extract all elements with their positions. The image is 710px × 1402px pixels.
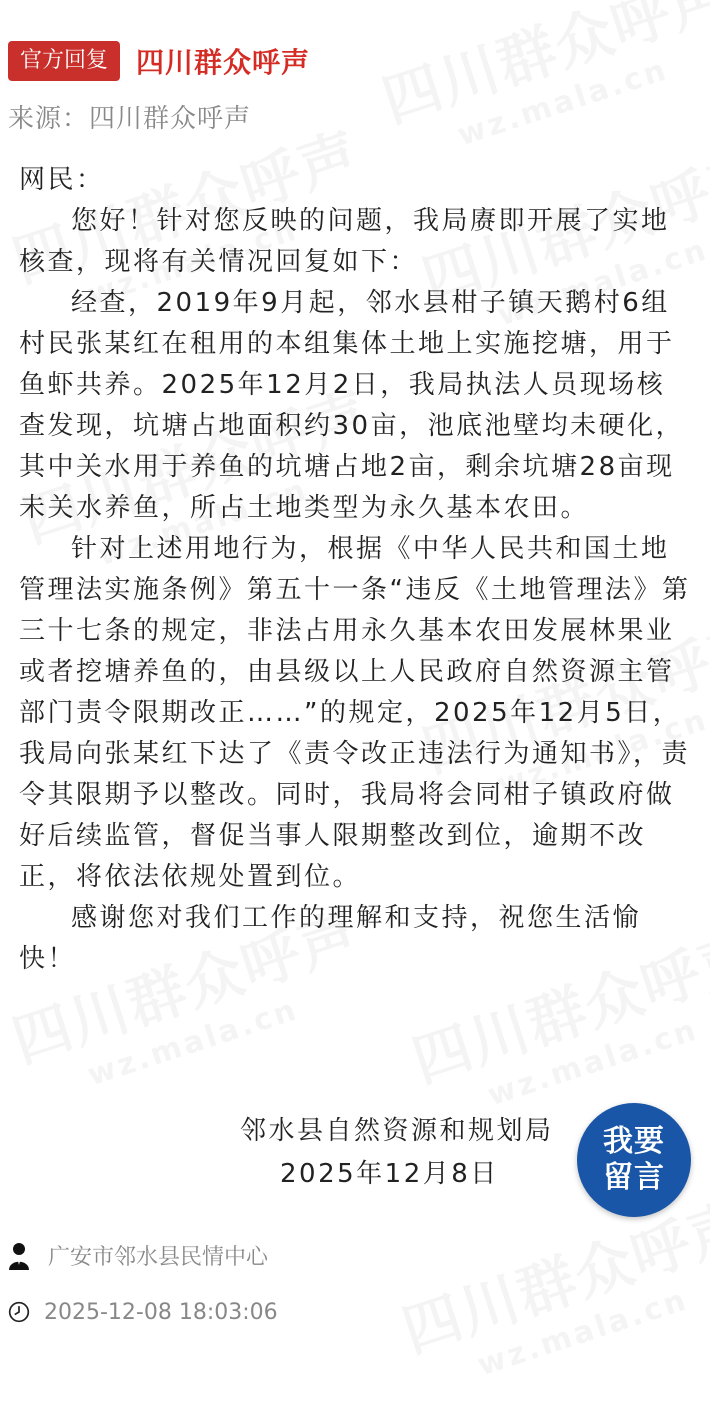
- salutation: 网民：: [19, 165, 105, 195]
- paragraph: 针对上述用地行为，根据《中华人民共和国土地管理法实施条例》第五十一条“违反《土地管理法》第三十七条的规定，非法占用永久基本农田发展林果业或者挖塘养鱼的，由县级以上人民政府自然资源主管部门责令限期改正……”的规定，2025年12月5日，我局向张某红下达了《责令改正违法行为通知书》，责令其限期予以整改。同时，我局将会同柑子镇政府做好后续监管，督促当事人限期整改到位，逾期不改正，将依法依规处置到位。: [19, 534, 691, 892]
- clock-icon: [8, 1297, 30, 1327]
- source-line: 来源：四川群众呼声: [8, 104, 252, 134]
- timestamp: 2025-12-08 18:03:06: [44, 1299, 278, 1325]
- reply-header: [8, 40, 310, 82]
- signature-date: 2025年12月8日: [280, 1159, 499, 1189]
- department-name: 广安市邻水县民情中心: [48, 1245, 269, 1270]
- timestamp-row: [8, 1297, 278, 1327]
- paragraph: 感谢您对我们工作的理解和支持，祝您生活愉快！: [19, 903, 642, 974]
- department-row: [8, 1240, 268, 1271]
- signature-org: 邻水县自然资源和规划局: [240, 1116, 554, 1146]
- brand-name: 四川群众呼声: [136, 46, 311, 79]
- leave-message-button[interactable]: [577, 1103, 691, 1217]
- person-icon: [8, 1241, 30, 1271]
- official-reply-badge: 官方回复: [8, 41, 120, 81]
- paragraph: 经查，2019年9月起，邻水县柑子镇天鹅村6组村民张某红在租用的本组集体土地上实施挖塘，用于鱼虾共养。2025年12月2日，我局执法人员现场核查发现，坑塘占地面积约30亩，池底池壁均未硬化，其中关水用于养鱼的坑塘占地2亩，剩余坑塘28亩现未关水养鱼，所占土地类型为永久基本农田。: [19, 288, 685, 523]
- leave-message-label-2: 留言: [603, 1160, 665, 1195]
- leave-message-label-1: 我要: [603, 1124, 665, 1159]
- reply-content: [19, 160, 691, 980]
- watermark: [390, 1177, 710, 1401]
- watermark: [370, 0, 710, 172]
- paragraph: 您好！针对您反映的问题，我局赓即开展了实地核查，现将有关情况回复如下：: [19, 206, 670, 277]
